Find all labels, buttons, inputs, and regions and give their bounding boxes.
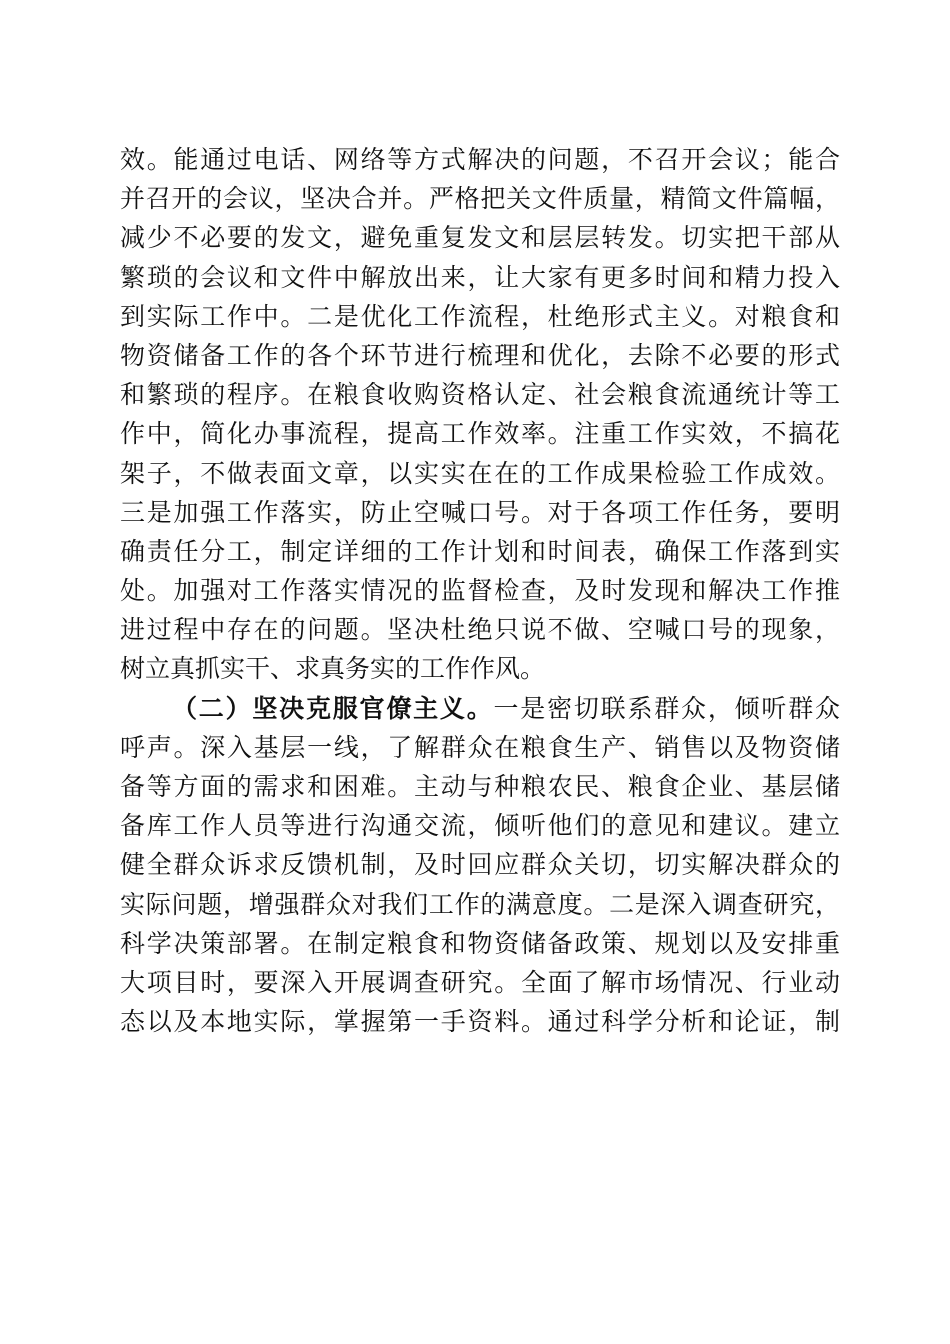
text-line: 处。加强对工作落实情况的监督检查，及时发现和解决工作推: [120, 576, 840, 606]
text-line: 树立真抓实干、求真务实的工作作风。: [120, 654, 546, 684]
text-line: 到实际工作中。二是优化工作流程，杜绝形式主义。对粮食和: [120, 301, 840, 331]
text-line: 繁琐的会议和文件中解放出来，让大家有更多时间和精力投入: [120, 262, 840, 292]
text-line: 科学决策部署。在制定粮食和物资储备政策、规划以及安排重: [120, 928, 840, 958]
text-line: 态以及本地实际，掌握第一手资料。通过科学分析和论证，制: [120, 1007, 840, 1037]
paragraph-1: [120, 140, 840, 689]
text-line: 健全群众诉求反馈机制，及时回应群众关切，切实解决群众的: [120, 850, 840, 880]
text-line: 和繁琐的程序。在粮食收购资格认定、社会粮食流通统计等工: [120, 380, 840, 410]
text-line: 大项目时，要深入开展调查研究。全面了解市场情况、行业动: [120, 967, 840, 997]
text-line: 减少不必要的发文，避免重复发文和层层转发。切实把干部从: [120, 223, 840, 253]
text-line: 确责任分工，制定详细的工作计划和时间表，确保工作落到实: [120, 536, 840, 566]
text-line-first: [120, 689, 840, 728]
text-line: 三是加强工作落实，防止空喊口号。对于各项工作任务，要明: [120, 497, 840, 527]
text-line: 架子，不做表面文章，以实实在在的工作成果检验工作成效。: [120, 458, 840, 488]
text-line: 备等方面的需求和困难。主动与种粮农民、粮食企业、基层储: [120, 772, 840, 801]
text-line: 并召开的会议，坚决合并。严格把关文件质量，精简文件篇幅，: [120, 184, 840, 214]
document-body: [120, 140, 840, 1041]
text-line: 备库工作人员等进行沟通交流，倾听他们的意见和建议。建立: [120, 811, 840, 841]
section-heading: （二）坚决克服官僚主义。: [172, 693, 494, 723]
text-line: 物资储备工作的各个环节进行梳理和优化，去除不必要的形式: [120, 340, 840, 370]
text-line: 进过程中存在的问题。坚决杜绝只说不做、空喊口号的现象，: [120, 615, 840, 645]
text-line: 作中，简化办事流程，提高工作效率。注重工作实效，不搞花: [120, 419, 840, 449]
text-line: 实际问题，增强群众对我们工作的满意度。二是深入调查研究，: [120, 889, 840, 919]
text-line: 效。能通过电话、网络等方式解决的问题，不召开会议；能合: [120, 145, 840, 174]
paragraph-2: [120, 689, 840, 1042]
section-first-line-text: 一是密切联系群众，倾听群众: [493, 693, 840, 723]
text-line: 呼声。深入基层一线，了解群众在粮食生产、销售以及物资储: [120, 732, 840, 762]
